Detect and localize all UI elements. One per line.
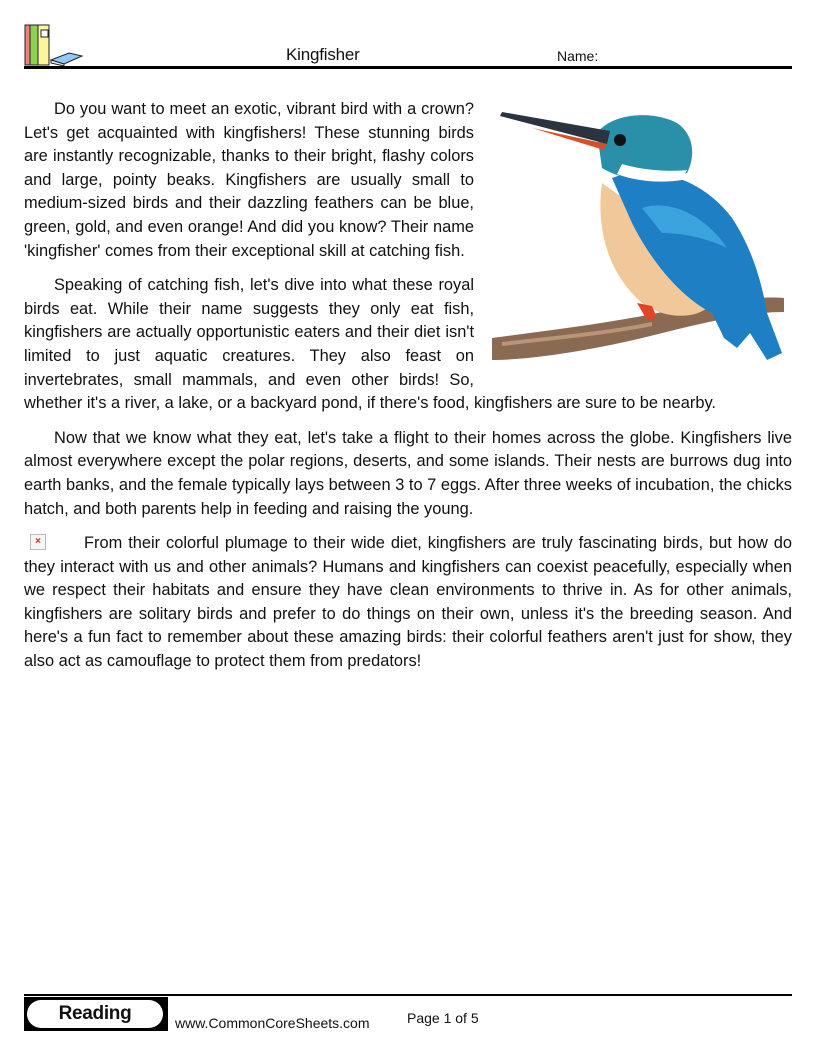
subject-label: Reading (27, 1000, 163, 1028)
paragraph: Now that we know what they eat, let's take a flight to their homes across the globe. Kingfishers live almost everywhere except the polar regions, deserts, and some islands. Their nests are burrows dug into earth banks, and the female typically lays between 3 to 7 eggs. After three weeks of incubation, the chicks hatch, and both parents help in feeding and raising the young. (24, 428, 792, 518)
subject-badge (24, 997, 168, 1031)
paragraph: Speaking of catching fish, let's dive into what these royal birds eat. While their name suggests they only eat fish, kingfishers are actually opportunistic eaters and their diet isn't limited to just aquatic creatures. They also feast on invertebrates, small mammals, and even other birds! So, whether it's a river, a lake, or a backyard pond, if there's food, kingfishers are sure to be nearby. (24, 276, 716, 413)
page-title: Kingfisher (286, 45, 360, 64)
paragraph: Do you want to meet an exotic, vibrant bird with a crown? Let's get acquainted with kingfishers! These stunning birds are instantly recognizable, thanks to their bright, flashy colors and large, pointy beaks. Kingfishers are usually small to medium-sized birds and their dazzling feathers can be blue, green, gold, and even orange! And did you know? Their name 'kingfisher' comes from their exceptional skill at catching fish. (24, 100, 474, 260)
kingfisher-image (492, 98, 792, 368)
page-header (24, 24, 792, 69)
article-body (24, 98, 792, 685)
paragraph-with-broken-image (24, 532, 792, 674)
page-number: Page 1 of 5 (407, 1010, 479, 1026)
broken-image-icon: × (30, 534, 46, 550)
books-icon (24, 24, 104, 68)
footer-divider (24, 994, 792, 996)
page-footer (24, 994, 792, 1034)
paragraph-text: From their colorful plumage to their wide diet, kingfishers are truly fascinating birds, but how do they interact with us and other animals? Humans and kingfishers can coexist peacefully, especially when we respect their habitats and ensure they have clean environments to thrive in. As for other animals, kingfishers are solitary birds and prefer to do things on their own, unless it's the breeding season. And here's a fun fact to remember about these amazing birds: their colorful feathers aren't just for show, they also act as camouflage to protect them from predators! (24, 534, 792, 671)
name-label: Name: (557, 48, 599, 64)
header-divider (24, 66, 792, 69)
website-link[interactable]: www.CommonCoreSheets.com (175, 1015, 370, 1031)
